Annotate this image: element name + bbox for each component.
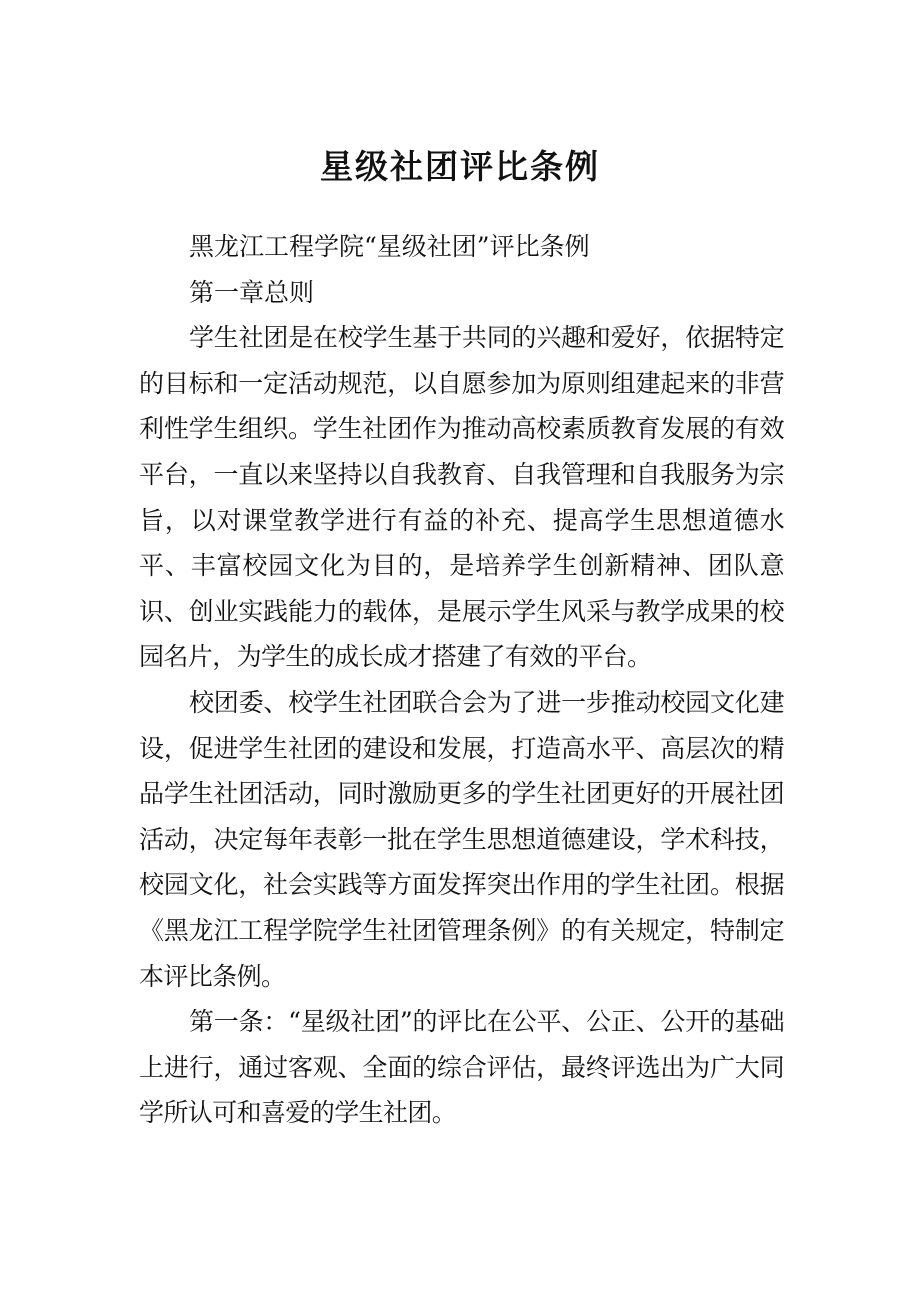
paragraph-article-1: 第一条：“星级社团”的评比在公平、公正、公开的基础上进行，通过客观、全面的综合评估，最终评选出为广大同学所认可和喜爱的学生社团。 [139, 1007, 784, 1128]
document-subtitle: 黑龙江工程学院“星级社团”评比条例 [189, 232, 590, 261]
paragraph-purpose: 校团委、校学生社团联合会为了进一步推动校园文化建设，促进学生社团的建设和发展，打造高水平、高层次的精品学生社团活动，同时激励更多的学生社团更好的开展社团活动，决定每年表彰一批在学生思想道德建设，学术科技，校园文化，社会实践等方面发挥突出作用的学生社团。根据《黑龙江工程学院学生社团管理条例》的有关规定，特制定本评比条例。 [139, 687, 784, 991]
document-title: 星级社团评比条例 [320, 147, 600, 186]
chapter-heading: 第一章总则 [189, 277, 315, 307]
document-body [139, 224, 784, 1136]
paragraph-intro: 学生社团是在校学生基于共同的兴趣和爱好，依据特定的目标和一定活动规范，以自愿参加为原则组建起来的非营利性学生组织。学生社团作为推动高校素质教育发展的有效平台，一直以来坚持以自我教育、自我管理和自我服务为宗旨，以对课堂教学进行有益的补充、提高学生思想道德水平、丰富校园文化为目的，是培养学生创新精神、团队意识、创业实践能力的载体，是展示学生风采与教学成果的校园名片，为学生的成长成才搭建了有效的平台。 [139, 323, 784, 672]
